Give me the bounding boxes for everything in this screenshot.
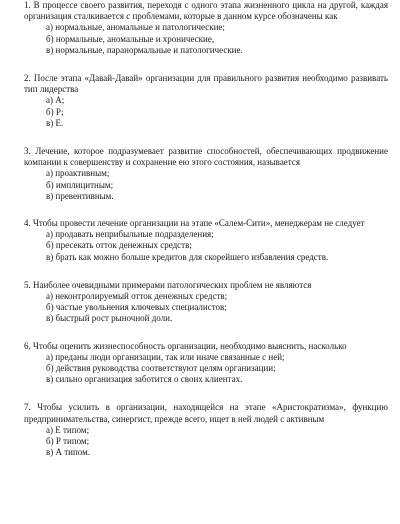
answer-option: а) неконтролируемый отток денежных средств; xyxy=(46,291,228,302)
question-5 xyxy=(24,280,388,325)
question-1 xyxy=(24,0,388,56)
answer-option: б) Р типом; xyxy=(46,436,90,447)
answer-option: в) нормальные, паранормальные и патологические. xyxy=(46,44,243,55)
question-spacer xyxy=(24,56,388,73)
answer-option: в) сильно организация заботится о своих клиентах. xyxy=(46,374,243,385)
question-2 xyxy=(24,73,388,129)
answer-option: а) преданы люди организации, так или иначе связанные с ней; xyxy=(46,351,285,362)
answer-option: а) проактивным; xyxy=(46,168,110,179)
question-3 xyxy=(24,146,388,202)
answer-option: в) А типом. xyxy=(46,447,91,458)
question-4 xyxy=(24,218,388,263)
answer-option: б) имплицитным; xyxy=(46,179,114,190)
question-text: 1. В процессе своего развития, переходя с одного этапа жизненного цикла на другой, каждая организация сталкивается с проблемами, которые в данном курсе обозначены как xyxy=(24,0,388,22)
answer-option: в) брать как можно больше кредитов для скорейшего избавления средств. xyxy=(46,251,329,262)
answer-options xyxy=(24,425,388,459)
question-text: 5. Наиболее очевидными примерами патологических проблем не являются xyxy=(24,279,312,290)
question-text: 6. Чтобы оценить жизнеспособность организации, необходимо выяснить, насколько xyxy=(24,340,347,351)
test-page xyxy=(24,0,388,459)
question-text: 2. После этапа «Давай-Давай» организации для правильного развития необходимо развивать тип лидерства xyxy=(24,73,388,95)
answer-options xyxy=(24,168,388,202)
question-spacer xyxy=(24,385,388,402)
question-7 xyxy=(24,402,388,458)
answer-options xyxy=(24,229,388,263)
answer-option: в) Е. xyxy=(46,117,64,128)
question-6 xyxy=(24,341,388,386)
answer-option: б) действия руководства соответствуют целям организации; xyxy=(46,363,276,374)
question-text: 7. Чтобы усилить в организации, находящейся на этапе «Аристократизма», функцию предпринимательства, синергист, прежде всего, ищет в ней людей с активным xyxy=(24,402,388,424)
answer-options xyxy=(24,95,388,129)
answer-option: б) Р; xyxy=(46,106,64,117)
question-spacer xyxy=(24,129,388,146)
question-spacer xyxy=(24,263,388,280)
answer-option: б) нормальные, аномальные и хронические, xyxy=(46,33,215,44)
answer-options xyxy=(24,291,388,325)
answer-option: а) нормальные, аномальные и патологические; xyxy=(46,22,225,33)
question-spacer xyxy=(24,325,388,341)
answer-options xyxy=(24,352,388,386)
answer-options xyxy=(24,22,388,56)
answer-option: б) пресекать отток денежных средств; xyxy=(46,240,192,251)
question-text: 3. Лечение, которое подразумевает развитие способностей, обеспечивающих продвижение компании к совершенству и сохранение ею этого состояния, называется xyxy=(24,146,388,168)
answer-option: б) частые увольнения ключевых специалистов; xyxy=(46,302,227,313)
answer-option: а) продавать неприбыльные подразделения; xyxy=(46,229,214,240)
question-spacer xyxy=(24,202,388,218)
answer-option: а) А; xyxy=(46,95,65,106)
answer-option: в) превентивным. xyxy=(46,190,114,201)
answer-option: в) быстрый рост рыночной доли. xyxy=(46,313,173,324)
question-text: 4. Чтобы провести лечение организации на этапе «Салем-Сити», менеджерам не следует xyxy=(24,218,365,229)
answer-option: а) Е типом; xyxy=(46,424,90,435)
